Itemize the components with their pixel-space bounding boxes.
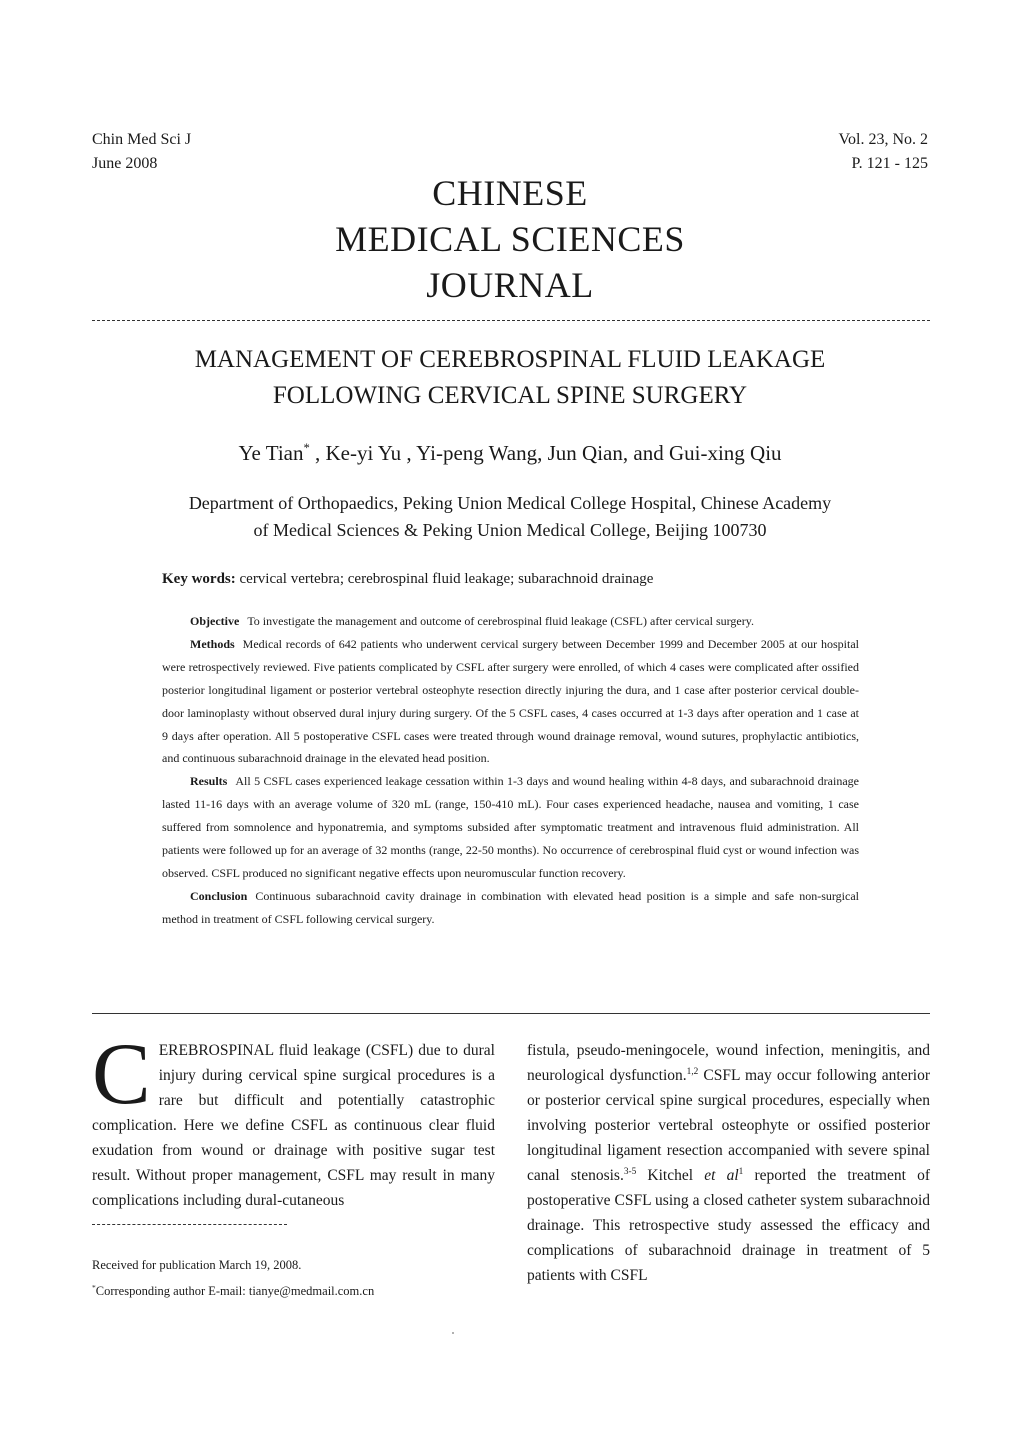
running-header-left [92, 128, 191, 176]
journal-masthead [0, 170, 1020, 308]
objective-text: To investigate the management and outcome of cerebrospinal fluid leakage (CSFL) after cervical surgery. [247, 614, 754, 628]
issue-date: June 2008 [92, 155, 158, 172]
intro-paragraph-continued [527, 1038, 930, 1288]
author-name: Ke-yi Yu [325, 441, 402, 465]
article-title [0, 342, 1020, 414]
running-header-right [839, 128, 929, 176]
conclusion-label: Conclusion [190, 888, 248, 903]
results-label: Results [190, 774, 228, 789]
scan-speck [452, 1332, 454, 1334]
citation-ref: 3-5 [623, 1166, 637, 1177]
abstract-methods [162, 633, 859, 770]
body-text: reported the treatment of postoperative CSFL using a closed catheter system subarachnoid drainage. This retrospective study assessed the efficacy and complications of subarachnoid drainage in treatment of 5 patients with CSFL [527, 1167, 930, 1284]
abstract [162, 610, 859, 931]
abstract-conclusion [162, 885, 859, 931]
footnote-mark: * [92, 1282, 96, 1292]
citation-ref: 1 [738, 1166, 744, 1177]
body-text: Kitchel [636, 1167, 705, 1184]
intro-text: EREBROSPINAL fluid leakage (CSFL) due to dural injury during cervical spine surgical procedures is a rare but difficult and potentially catastrophic complication. Here we define CSFL as continuous clear fluid exudation from wound or drainage with positive sugar test result. Without proper management, CSFL may result in many complications including dural-cutaneous [92, 1042, 495, 1209]
author-separator: , [401, 441, 417, 465]
conclusion-text: Continuous subarachnoid cavity drainage in combination with elevated head position is a simple and safe non-surgical method in treatment of CSFL following cervical surgery. [162, 888, 859, 926]
methods-label: Methods [190, 636, 235, 651]
intro-paragraph [92, 1026, 495, 1213]
body-column-right [527, 1038, 930, 1288]
affiliation-line-1: Department of Orthopaedics, Peking Union Medical College Hospital, Chinese Academy [188, 493, 832, 513]
affiliation [130, 490, 890, 544]
corresponding-author-note [92, 1278, 374, 1304]
abstract-objective [162, 610, 859, 633]
footnote-divider [92, 1224, 287, 1225]
masthead-divider [92, 320, 930, 321]
corresponding-author-mark: * [303, 441, 310, 455]
et-al: et al [704, 1167, 739, 1184]
drop-cap: C [92, 1026, 151, 1123]
author-name: Ye Tian [238, 441, 304, 465]
author-name: Yi-peng Wang [416, 441, 538, 465]
page-range: P. 121 - 125 [851, 155, 928, 172]
keywords-label: Key words: [162, 571, 236, 587]
volume-number: Vol. 23, No. 2 [838, 131, 928, 148]
results-text: All 5 CSFL cases experienced leakage cessation within 1-3 days and wound healing within 4-8 days, and subarachnoid drainage lasted 11-16 days with an average volume of 320 mL (range, 150-410 mL). Four cases experienced headache, nausea and vomiting, 1 case suffered from somnolence and hyponatremia, and symptoms subsided after symptomatic treatment and intravenous fluid administration. All patients were followed up for an average of 32 months (range, 22-50 months). No occurrence of cerebrospinal fluid cyst or wound infection was observed. CSFL produced no significant negative effects upon neuromuscular function recovery. [162, 774, 859, 880]
corresponding-text: Corresponding author E-mail: tianye@medmail.com.cn [95, 1284, 375, 1298]
author-separator: , [309, 441, 326, 465]
author-name: Gui-xing Qiu [668, 441, 782, 465]
methods-text: Medical records of 642 patients who underwent cervical surgery between December 1999 and December 2005 at our hospital were retrospectively reviewed. Five patients complicated by CSFL after surgery were enrolled, of which 4 cases were complicated after ossified posterior longitudinal ligament or posterior vertebral osteophyte resection directly injuring the dura, and 1 case after posterior cervical double-door laminoplasty without observed dural injury during surgery. Of the 5 CSFL cases, 4 cases occurred at 1-3 days after operation and 1 case at 9 days after operation. All 5 postoperative CSFL cases were treated through wound drainage removal, wound sutures, prophylactic antibiotics, and continuous subarachnoid drainage in the elevated head position. [162, 636, 859, 766]
footnotes [92, 1252, 374, 1304]
received-date: Received for publication March 19, 2008. [92, 1258, 302, 1272]
abstract-divider [92, 1013, 930, 1014]
body-text: CSFL may occur following anterior or posterior cervical spine surgical procedures, especially when involving posterior vertebral osteophyte or ossified posterior longitudinal ligament resection accompanied with severe spinal canal stenosis. [527, 1067, 930, 1184]
objective-label: Objective [190, 614, 240, 628]
journal-title-line-3: JOURNAL [426, 265, 594, 305]
article-title-line-2: FOLLOWING CERVICAL SPINE SURGERY [272, 382, 748, 409]
journal-title-line-1: CHINESE [432, 173, 588, 213]
author-name: Jun Qian [547, 441, 623, 465]
keywords [162, 568, 653, 590]
citation-ref: 1,2 [686, 1066, 699, 1077]
article-title-line-1: MANAGEMENT OF CEREBROSPINAL FLUID LEAKAGE [194, 346, 826, 373]
abstract-results [162, 770, 859, 885]
body-text: fistula, pseudo-meningocele, wound infection, meningitis, and neurological dysfunction. [527, 1042, 930, 1084]
body-column-left [92, 1026, 495, 1213]
journal-short-name: Chin Med Sci J [92, 131, 192, 148]
journal-title-line-2: MEDICAL SCIENCES [335, 219, 685, 259]
author-list [0, 438, 1020, 468]
author-separator: , and [622, 441, 669, 465]
affiliation-line-2: of Medical Sciences & Peking Union Medical College, Beijing 100730 [253, 520, 767, 540]
keywords-text: cervical vertebra; cerebrospinal fluid leakage; subarachnoid drainage [239, 571, 654, 587]
author-separator: , [537, 441, 548, 465]
